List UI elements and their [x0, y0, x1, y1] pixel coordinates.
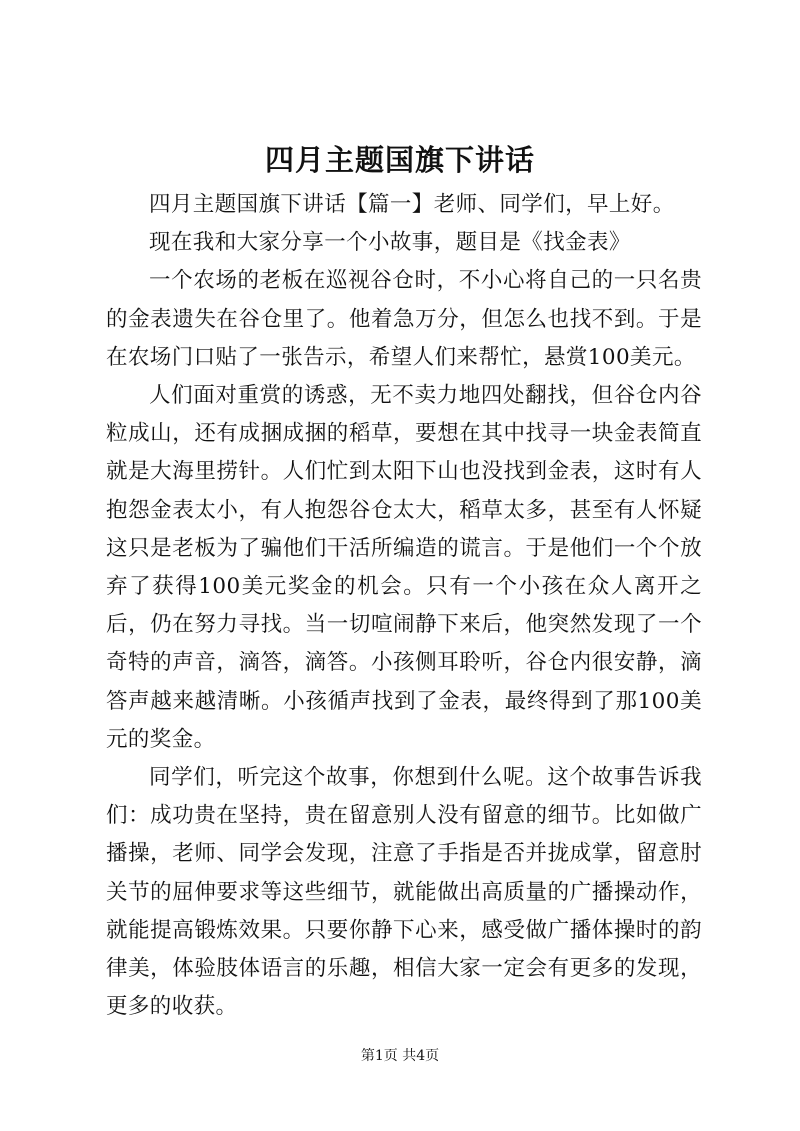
document-title: 四月主题国旗下讲话: [264, 143, 535, 177]
page-number-footer: 第1页 共4页: [360, 1048, 440, 1064]
paragraph-lesson: 同学们，听完这个故事，你想到什么呢。这个故事告诉我们：成功贵在坚持，贵在留意别人没有留意的细节。比如做广播操，老师、同学会发现，注意了手指是否并拢成掌，留意肘关节的屈伸要求等这些细节，就能做出高质量的广播操动作，就能提高锻炼效果。只要你静下心来，感受做广播体操时的韵律美，体验肢体语言的乐趣，相信大家一定会有更多的发现，更多的收获。: [106, 765, 702, 1020]
paragraph-intro: 四月主题国旗下讲话【篇一】老师、同学们，早上好。: [149, 192, 675, 217]
document-body: [106, 186, 702, 1026]
paragraph-story-start: 一个农场的老板在巡视谷仓时，不小心将自己的一只名贵的金表遗失在谷仓里了。他着急万分，但怎么也找不到。于是在农场门口贴了一张告示，希望人们来帮忙，悬赏100美元。: [106, 268, 702, 370]
paragraph-story-title: 现在我和大家分享一个小故事，题目是《找金表》: [149, 230, 631, 256]
paragraph-story-search: 人们面对重赏的诱惑，无不卖力地四处翻找，但谷仓内谷粒成山，还有成捆成捆的稻草，要想在其中找寻一块金表简直就是大海里捞针。人们忙到太阳下山也没找到金表，这时有人抱怨金表太小，有人抱怨谷仓太大，稻草太多，甚至有人怀疑这只是老板为了骗他们干活所编造的谎言。于是他们一个个放弃了获得100美元奖金的机会。只有一个小孩在众人离开之后，仍在努力寻找。当一切喧闹静下来后，他突然发现了一个奇特的声音，滴答，滴答。小孩侧耳聆听，谷仓内很安静，滴答声越来越清晰。小孩循声找到了金表，最终得到了那100美元的奖金。: [106, 383, 702, 752]
